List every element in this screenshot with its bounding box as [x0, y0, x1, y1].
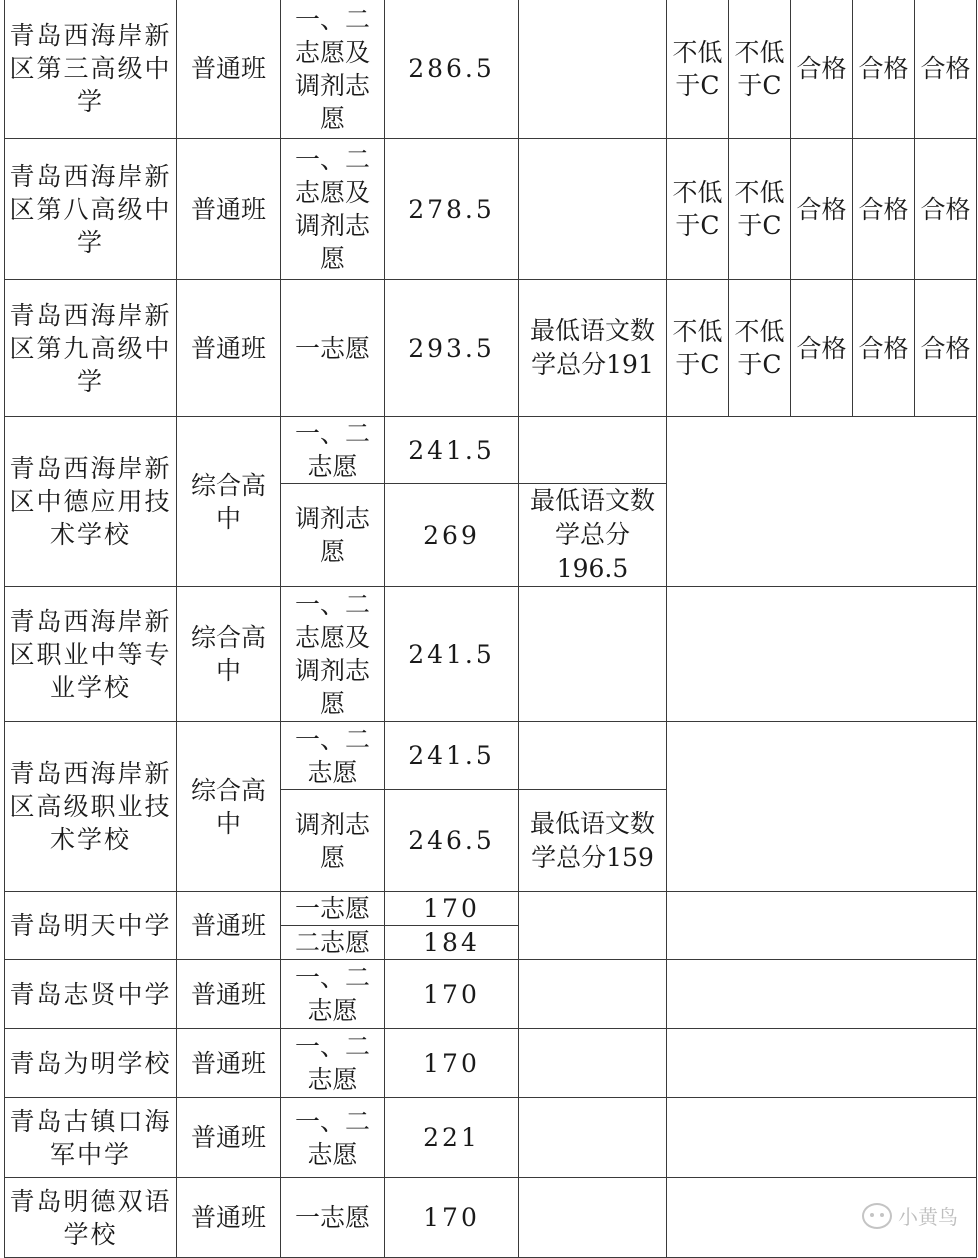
- watermark-text: 小黄鸟: [898, 1205, 958, 1229]
- grade-requirement: 合格: [791, 139, 853, 280]
- wish-category: 一、二志愿及调剂志愿: [281, 139, 385, 280]
- class-type: 普通班: [177, 280, 281, 417]
- min-score: 241.5: [385, 417, 519, 484]
- min-score: 293.5: [385, 280, 519, 417]
- school-name: 青岛西海岸新区第八高级中学: [5, 139, 177, 280]
- school-name: 青岛古镇口海军中学: [5, 1098, 177, 1178]
- empty-cell: [519, 1098, 667, 1178]
- table-row: [5, 1178, 977, 1258]
- note: [519, 139, 667, 280]
- table-row: [5, 0, 977, 139]
- grade-requirement: 合格: [853, 139, 915, 280]
- school-name: 青岛西海岸新区第三高级中学: [5, 0, 177, 139]
- grade-requirement: 不低于C: [667, 0, 729, 139]
- min-score: 241.5: [385, 587, 519, 722]
- school-name: 青岛西海岸新区第九高级中学: [5, 280, 177, 417]
- table-row: [5, 587, 977, 722]
- table-row: [5, 417, 977, 484]
- min-score: 286.5: [385, 0, 519, 139]
- class-type: 普通班: [177, 139, 281, 280]
- grade-requirement: 合格: [853, 0, 915, 139]
- table-row: [5, 722, 977, 790]
- school-name: 青岛明德双语学校: [5, 1178, 177, 1258]
- table-row: [5, 892, 977, 926]
- min-score: 170: [385, 1178, 519, 1258]
- wish-category: 一、二志愿: [281, 960, 385, 1029]
- class-type: 综合高中: [177, 587, 281, 722]
- class-type: 普通班: [177, 1029, 281, 1098]
- school-name: 青岛西海岸新区高级职业技术学校: [5, 722, 177, 892]
- empty-cell: [667, 960, 977, 1029]
- empty-cell: [519, 960, 667, 1029]
- wish-category: 调剂志愿: [281, 790, 385, 892]
- wish-category: 一、二志愿及调剂志愿: [281, 0, 385, 139]
- min-score: 278.5: [385, 139, 519, 280]
- table-row: [5, 960, 977, 1029]
- class-type: 综合高中: [177, 722, 281, 892]
- table-row: [5, 280, 977, 417]
- note: [519, 0, 667, 139]
- school-name: 青岛为明学校: [5, 1029, 177, 1098]
- empty-cell: [667, 1029, 977, 1098]
- empty-cell: [667, 892, 977, 960]
- empty-cell: [667, 1098, 977, 1178]
- min-score: 246.5: [385, 790, 519, 892]
- empty-cell: [519, 1029, 667, 1098]
- wish-category: 一志愿: [281, 280, 385, 417]
- empty-cell: [519, 892, 667, 960]
- note: 最低语文数学总分191: [519, 280, 667, 417]
- wish-category: 一、二志愿: [281, 1029, 385, 1098]
- note: [519, 722, 667, 790]
- note: 最低语文数学总分159: [519, 790, 667, 892]
- class-type: 普通班: [177, 1178, 281, 1258]
- watermark: [862, 1201, 958, 1230]
- class-type: 普通班: [177, 0, 281, 139]
- bird-icon: [862, 1203, 892, 1229]
- table-row: [5, 139, 977, 280]
- wish-category: 调剂志愿: [281, 484, 385, 587]
- grade-requirement: 不低于C: [729, 0, 791, 139]
- empty-cell: [519, 1178, 667, 1258]
- empty-cell: [667, 722, 977, 892]
- min-score: 241.5: [385, 722, 519, 790]
- wish-category: 一、二志愿: [281, 417, 385, 484]
- grade-requirement: 不低于C: [667, 139, 729, 280]
- min-score: 170: [385, 960, 519, 1029]
- class-type: 普通班: [177, 1098, 281, 1178]
- wish-category: 一志愿: [281, 1178, 385, 1258]
- min-score: 269: [385, 484, 519, 587]
- grade-requirement: 合格: [791, 0, 853, 139]
- table-row: [5, 1098, 977, 1178]
- note: [519, 417, 667, 484]
- grade-requirement: 不低于C: [729, 139, 791, 280]
- note: 最低语文数学总分196.5: [519, 484, 667, 587]
- class-type: 普通班: [177, 892, 281, 960]
- school-name: 青岛志贤中学: [5, 960, 177, 1029]
- min-score: 221: [385, 1098, 519, 1178]
- school-name: 青岛西海岸新区中德应用技术学校: [5, 417, 177, 587]
- wish-category: 一、二志愿: [281, 722, 385, 790]
- empty-cell: [667, 587, 977, 722]
- school-name: 青岛明天中学: [5, 892, 177, 960]
- grade-requirement: 合格: [915, 0, 977, 139]
- grade-requirement: 合格: [791, 280, 853, 417]
- min-score: 170: [385, 892, 519, 926]
- grade-requirement: 不低于C: [729, 280, 791, 417]
- wish-category: 一、二志愿及调剂志愿: [281, 587, 385, 722]
- grade-requirement: 合格: [915, 139, 977, 280]
- min-score: 170: [385, 1029, 519, 1098]
- note: [519, 587, 667, 722]
- grade-requirement: 合格: [915, 280, 977, 417]
- admission-score-table: [4, 0, 977, 1258]
- school-name: 青岛西海岸新区职业中等专业学校: [5, 587, 177, 722]
- min-score: 184: [385, 926, 519, 960]
- table-row: [5, 1029, 977, 1098]
- grade-requirement: 合格: [853, 280, 915, 417]
- empty-cell: [667, 417, 977, 587]
- class-type: 综合高中: [177, 417, 281, 587]
- wish-category: 一、二志愿: [281, 1098, 385, 1178]
- wish-category: 二志愿: [281, 926, 385, 960]
- class-type: 普通班: [177, 960, 281, 1029]
- grade-requirement: 不低于C: [667, 280, 729, 417]
- wish-category: 一志愿: [281, 892, 385, 926]
